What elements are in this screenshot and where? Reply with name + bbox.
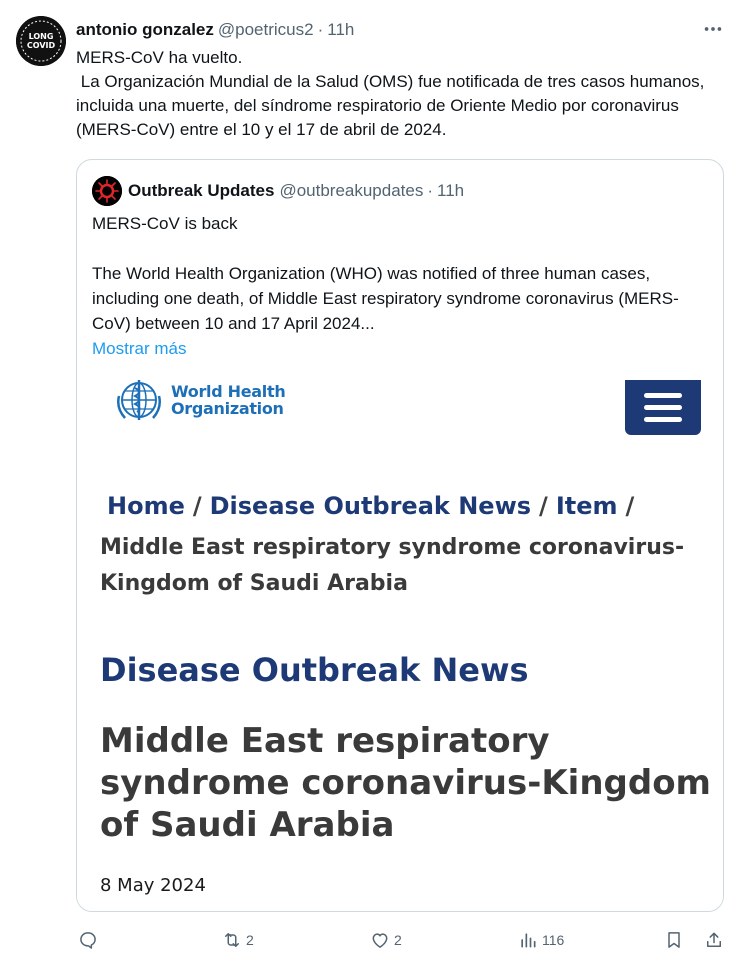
breadcrumb-item: Item — [555, 492, 618, 520]
retweet-count: 2 — [246, 932, 254, 948]
more-dots-icon — [702, 18, 724, 40]
breadcrumb-separator: / — [625, 492, 635, 520]
author-avatar[interactable] — [16, 16, 66, 66]
quote-header — [92, 177, 464, 205]
author-name[interactable]: antonio gonzalez — [76, 20, 214, 39]
breadcrumb-current: Middle East respiratory syndrome coronavirus-Kingdom of Saudi Arabia — [100, 535, 685, 596]
like-button[interactable] — [370, 925, 402, 955]
who-logo — [113, 375, 285, 425]
virus-avatar-icon — [92, 176, 122, 206]
breadcrumb-separator: / — [192, 492, 202, 520]
share-button[interactable] — [704, 925, 724, 955]
views-button[interactable] — [518, 925, 564, 955]
who-wordmark-line-1: World Health — [171, 382, 286, 401]
heart-icon — [370, 930, 390, 950]
quoted-tweet[interactable] — [76, 159, 724, 912]
retweet-icon — [222, 930, 242, 950]
header-separator: · — [317, 20, 324, 39]
more-options-button[interactable] — [696, 17, 730, 41]
bookmark-button[interactable] — [664, 925, 684, 955]
hamburger-menu-icon — [625, 380, 701, 435]
svg-text:COVID: COVID — [26, 41, 56, 50]
show-more-link[interactable]: Mostrar más — [92, 339, 187, 358]
tweet-timestamp[interactable]: 11h — [327, 20, 355, 39]
breadcrumb — [107, 491, 642, 521]
share-icon — [704, 930, 724, 950]
section-title: Disease Outbreak News — [100, 651, 529, 689]
tweet-header — [76, 18, 354, 42]
quote-timestamp[interactable]: 11h — [437, 181, 465, 200]
article-date: 8 May 2024 — [100, 875, 206, 896]
long-covid-avatar-icon — [16, 16, 66, 66]
retweet-button[interactable] — [222, 925, 254, 955]
who-emblem-icon — [113, 374, 165, 426]
views-icon — [518, 930, 538, 950]
who-wordmark-line-2: Organization — [171, 399, 284, 418]
breadcrumb-home: Home — [107, 492, 185, 520]
quote-text: MERS-CoV is back The World Health Organization (WHO) was notified of three human cases, including one death, of Middle East respiratory syndrome coronavirus (MERS-CoV) between 10 and 17 April 2024... — [92, 214, 679, 333]
tweet-actions — [76, 925, 736, 955]
reply-button[interactable] — [78, 925, 102, 955]
who-wordmark — [171, 383, 285, 417]
quote-separator: · — [427, 181, 434, 200]
views-count: 116 — [542, 932, 565, 948]
quote-avatar[interactable] — [92, 176, 122, 206]
tweet-text: MERS-CoV ha vuelto. La Organización Mundial de la Salud (OMS) fue notificada de tres casos humanos, incluida una muerte, del síndrome respiratorio de Oriente Medio por coronavirus (MERS-CoV) entre el 10 y el 17 de abril de 2024. — [76, 48, 705, 139]
reply-icon — [78, 930, 98, 950]
breadcrumb-disease-outbreak-news: Disease Outbreak News — [209, 492, 532, 520]
svg-text:LONG: LONG — [28, 32, 54, 41]
article-title: Middle East respiratory syndrome coronavirus-Kingdom of Saudi Arabia — [100, 721, 711, 845]
breadcrumb-separator: / — [539, 492, 548, 520]
quote-author-handle[interactable]: @outbreakupdates — [279, 181, 424, 200]
bookmark-icon — [664, 930, 684, 950]
quote-media-image[interactable] — [77, 370, 724, 912]
quote-author-name[interactable]: Outbreak Updates — [128, 181, 275, 200]
author-handle[interactable]: @poetricus2 — [217, 20, 314, 39]
like-count: 2 — [394, 932, 402, 948]
